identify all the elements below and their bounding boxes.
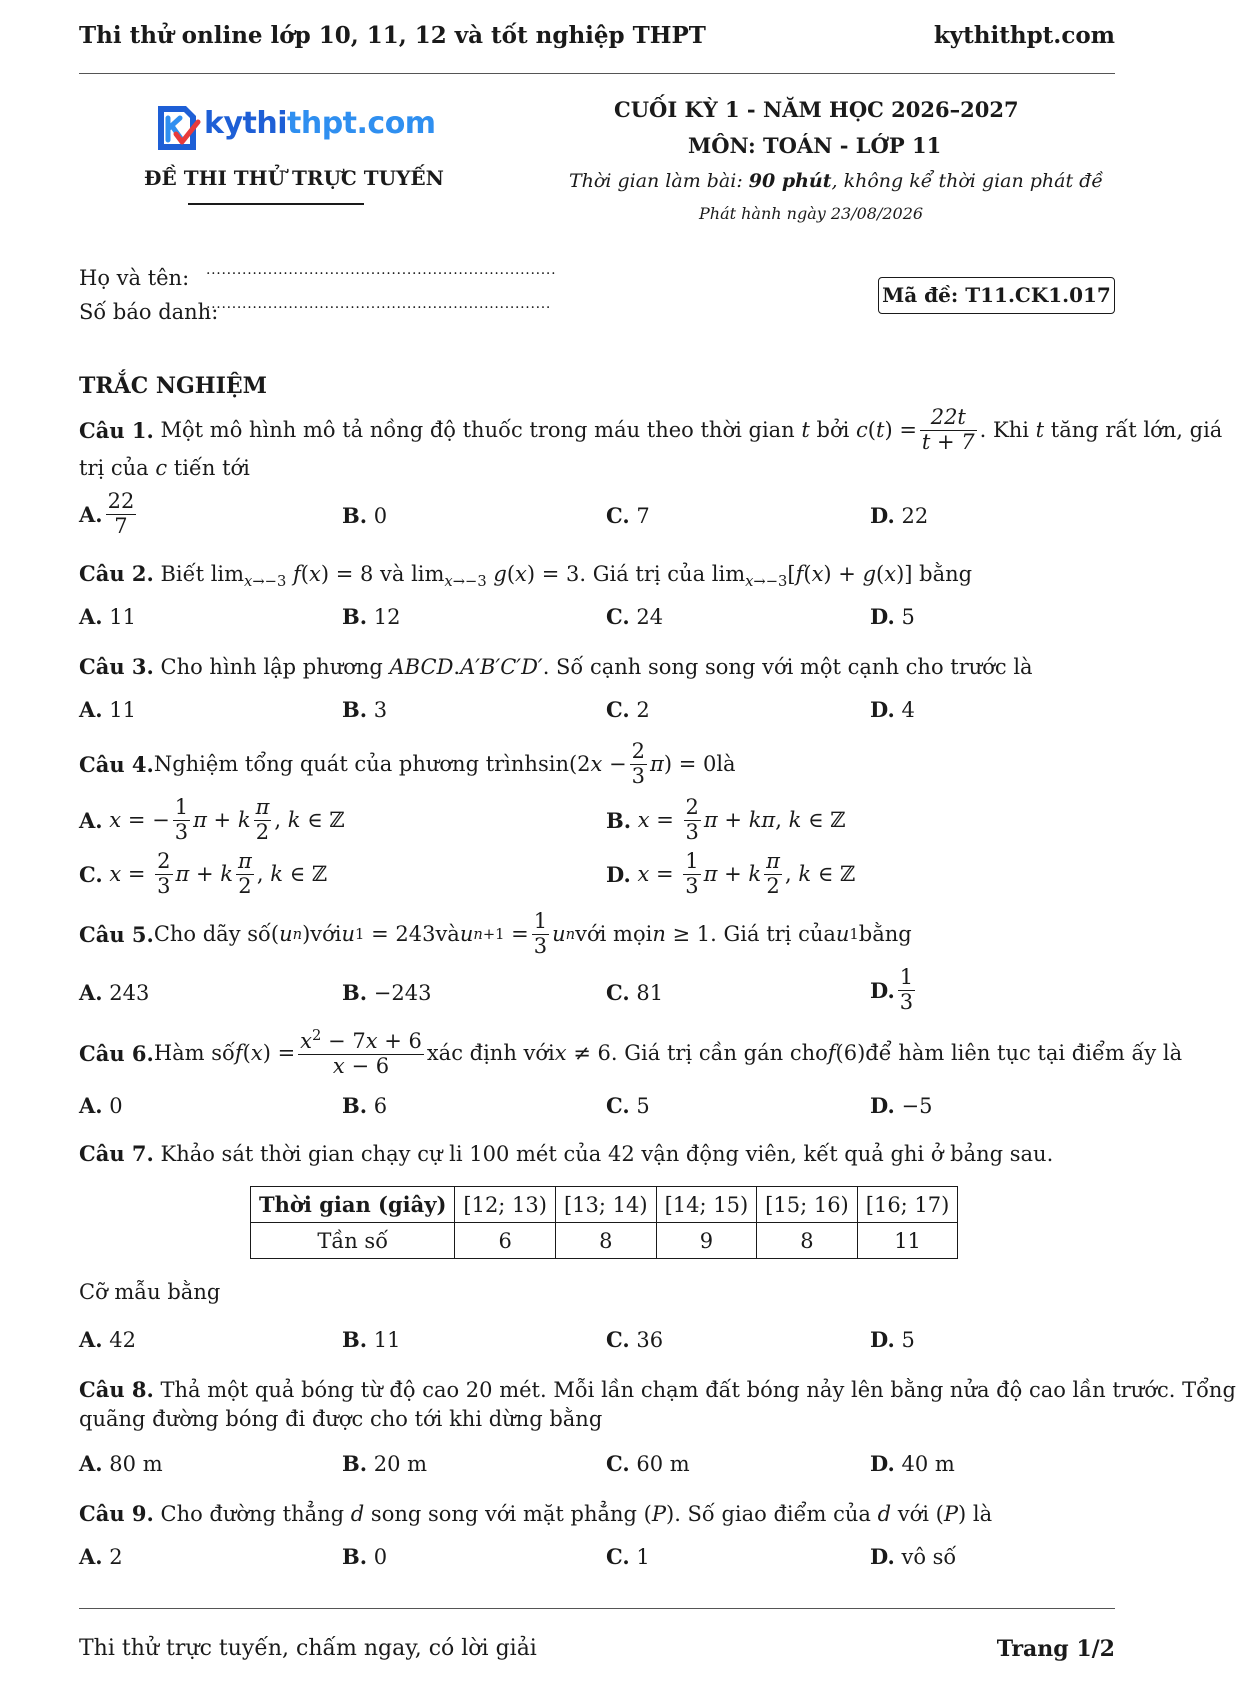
q5-option-b-value: −243: [373, 981, 432, 1005]
exam-title: CUỐI KỲ 1 - NĂM HỌC 2026–2027: [614, 97, 1019, 122]
table-cell: 9: [656, 1223, 757, 1259]
q4-option-b[interactable]: B. x = $\frac{2}{3}$ π + kπ , k ∈ ℤ: [606, 794, 846, 844]
q2-option-a-label: A.: [79, 604, 103, 629]
logo-icon: [154, 102, 200, 154]
q2-option-d[interactable]: [870, 604, 915, 629]
q2-option-a[interactable]: [79, 604, 136, 629]
q6-option-b[interactable]: [342, 1093, 387, 1118]
question-4: Câu 4. Nghiệm tổng quát của phương trình sin(2 x − $\frac{2}{3}$ π ) = 0 là: [79, 738, 736, 788]
q6-option-b-value: 6: [373, 1094, 388, 1118]
q9-option-a-value: 2: [109, 1545, 123, 1569]
q1-option-a-den: 7: [114, 513, 128, 538]
footer-left: Thi thử trực tuyến, chấm ngay, có lời giải: [79, 1636, 537, 1661]
q2-option-d-value: 5: [901, 605, 915, 629]
q3-option-d[interactable]: [870, 697, 915, 722]
q3-option-a-value: 11: [109, 698, 137, 722]
q6-option-d-label: D.: [870, 1093, 895, 1118]
table-row-label: Tần số: [251, 1223, 455, 1259]
q4-option-a-label: A.: [79, 807, 103, 833]
q6-option-b-label: B.: [342, 1093, 368, 1118]
student-name-field[interactable]: ....................................................................: [206, 262, 557, 278]
q7-option-b[interactable]: [342, 1327, 400, 1352]
q5-text-6: bằng: [858, 922, 912, 946]
q4-option-c-label: C.: [79, 861, 103, 887]
question-8: [79, 1377, 1236, 1402]
q8-option-d[interactable]: [870, 1451, 955, 1476]
q3-option-c-value: 2: [636, 698, 650, 722]
q3-number: Câu 3.: [79, 654, 154, 679]
q1-option-a-num: 22: [107, 488, 135, 513]
q1-fraction: [920, 406, 977, 454]
q8-option-b[interactable]: [342, 1451, 427, 1476]
q2-option-c-label: C.: [606, 604, 630, 629]
header-left: Thi thử online lớp 10, 11, 12 và tốt nghiệp THPT: [79, 22, 706, 49]
q9-text-3: . Số giao điểm của: [674, 1502, 878, 1526]
q8-option-c-value: 60 m: [636, 1452, 690, 1476]
q7-option-a[interactable]: [79, 1327, 136, 1352]
q6-option-d[interactable]: [870, 1093, 932, 1118]
exam-time: [569, 170, 1103, 192]
q8-option-a[interactable]: [79, 1451, 163, 1476]
q2-text-3: . Giá trị của: [579, 562, 712, 586]
q1-fraction-den: t + 7: [921, 429, 975, 454]
q7-option-d[interactable]: [870, 1327, 915, 1352]
exam-code-box: Mã đề: T11.CK1.017: [878, 277, 1115, 314]
q2-text-2: và: [373, 562, 412, 586]
exam-subject: MÔN: TOÁN - LỚP 11: [688, 133, 942, 158]
exam-release-date: Phát hành ngày 23/08/2026: [699, 204, 924, 223]
q9-option-d-label: D.: [870, 1544, 895, 1569]
q1-option-d-label: D.: [870, 503, 895, 528]
table-cell: 8: [555, 1223, 656, 1259]
header-divider: [79, 73, 1115, 74]
q5-option-c-label: C.: [606, 980, 630, 1005]
q6-option-a-label: A.: [79, 1093, 103, 1118]
logo-subtitle: ĐỀ THI THỬ TRỰC TUYẾN: [144, 166, 444, 190]
q6-text-4: để hàm liên tục tại điểm ấy là: [865, 1041, 1183, 1065]
logo-text-kythi: kythi: [204, 106, 287, 141]
logo-text: [204, 106, 436, 141]
q6-option-a-value: 0: [109, 1094, 123, 1118]
q2-option-b-label: B.: [342, 604, 368, 629]
question-1: Câu 1. Một mô hình mô tả nồng độ thuốc trong máu theo thời gian t bởi c ( t ) = $\frac{22t}{t + 7}$ . Khi t tăng rất lớn, giá: [79, 404, 1223, 454]
q9-option-b-value: 0: [373, 1545, 388, 1569]
q1-option-a-label: A.: [79, 501, 103, 527]
q5-option-a-value: 243: [109, 981, 150, 1005]
q1-option-c-label: C.: [606, 503, 630, 528]
q7-option-a-label: A.: [79, 1327, 103, 1352]
q3-option-a[interactable]: [79, 697, 136, 722]
q1-option-b-label: B.: [342, 503, 368, 528]
q1-option-c[interactable]: [606, 503, 650, 528]
logo-underline: [188, 203, 364, 205]
table-cell: 8: [757, 1223, 858, 1259]
q5-option-d[interactable]: D. $\frac{1}{3}$: [870, 964, 914, 1014]
q3-option-b[interactable]: [342, 697, 387, 722]
q1-option-d[interactable]: [870, 503, 928, 528]
q7-option-b-value: 11: [373, 1328, 401, 1352]
q8-number: Câu 8.: [79, 1377, 154, 1402]
q5-text-4: với mọi: [575, 922, 653, 946]
q5-text-3: và: [435, 922, 460, 946]
q6-option-c[interactable]: [606, 1093, 650, 1118]
q9-option-c-label: C.: [606, 1544, 630, 1569]
q2-option-d-label: D.: [870, 604, 895, 629]
question-3: Câu 3. Cho hình lập phương ABCD.A′B′C′D′. Số cạnh song song với một cạnh cho trước là: [79, 654, 1033, 679]
q2-option-b[interactable]: [342, 604, 400, 629]
table-cell: [14; 15): [656, 1187, 757, 1223]
q3-option-b-label: B.: [342, 697, 368, 722]
q9-option-b[interactable]: [342, 1544, 387, 1569]
exam-time-post: , không kể thời gian phát đề: [831, 170, 1104, 192]
q9-text-5: là: [966, 1502, 993, 1526]
exam-time-pre: Thời gian làm bài:: [569, 170, 749, 192]
table-row: [251, 1223, 958, 1259]
q6-option-c-label: C.: [606, 1093, 630, 1118]
question-8-line-2: quãng đường bóng đi được cho tới khi dừng bằng: [79, 1407, 603, 1431]
q4-option-b-label: B.: [606, 807, 632, 833]
q6-number: Câu 6.: [79, 1040, 154, 1066]
q1-option-b-value: 0: [373, 504, 388, 528]
q8-text-1: Thả một quả bóng từ độ cao 20 mét. Mỗi lần chạm đất bóng nảy lên bằng nửa độ cao lần trước. Tổng: [153, 1378, 1236, 1402]
q8-option-d-label: D.: [870, 1451, 895, 1476]
q6-text-2: xác định với: [426, 1041, 555, 1065]
q7-option-c-value: 36: [636, 1328, 664, 1352]
q7-frequency-table: [250, 1186, 958, 1259]
q6-text-1: Hàm số: [153, 1041, 235, 1065]
q1-option-d-value: 22: [901, 504, 929, 528]
q4-text-2: là: [716, 752, 736, 776]
q9-option-d-value: vô số: [901, 1545, 957, 1569]
q7-option-a-value: 42: [109, 1328, 137, 1352]
q5-option-c-value: 81: [636, 981, 664, 1005]
q7-option-c-label: C.: [606, 1327, 630, 1352]
q5-text-1: Cho dãy số: [153, 922, 271, 946]
question-5: Câu 5. Cho dãy số ( u n ) với u 1 = 243 và u n+1 = $\frac{1}{3}$ u n với mọi n ≥ 1 . Giá trị của u 1 bằng: [79, 908, 912, 958]
q8-option-d-value: 40 m: [901, 1452, 955, 1476]
q4-option-d[interactable]: D. x = $\frac{1}{3}$ π + k $\frac{\pi}{2}$ , k ∈ ℤ: [606, 848, 856, 898]
question-6: Câu 6. Hàm số f ( x ) = $\frac{x^2 - 7x + 6}{x - 6}$ xác định với x ≠ 6 . Giá trị cần gán cho f (6) để hàm liên tục tại điểm ấy là: [79, 1026, 1183, 1078]
q1-text-6: tiến tới: [167, 456, 250, 480]
question-7: [79, 1141, 1053, 1166]
q3-text-1: Cho hình lập phương: [153, 655, 390, 679]
q2-text-4: bằng: [912, 562, 973, 586]
q6-option-a[interactable]: [79, 1093, 123, 1118]
table-cell: 11: [857, 1223, 958, 1259]
q4-number: Câu 4.: [79, 751, 154, 777]
q5-option-a-label: A.: [79, 980, 103, 1005]
q1-text-2: bởi: [816, 418, 850, 442]
q7-number: Câu 7.: [79, 1141, 154, 1166]
q5-option-b-label: B.: [342, 980, 368, 1005]
q4-option-d-label: D.: [606, 861, 631, 887]
q3-option-d-label: D.: [870, 697, 895, 722]
q8-option-c-label: C.: [606, 1451, 630, 1476]
q5-text-5: . Giá trị của: [710, 922, 836, 946]
q2-number: Câu 2.: [79, 561, 154, 586]
q1-number: Câu 1.: [79, 417, 154, 443]
q2-option-b-value: 12: [373, 605, 401, 629]
q7-option-d-label: D.: [870, 1327, 895, 1352]
q9-option-b-label: B.: [342, 1544, 368, 1569]
q2-option-c[interactable]: [606, 604, 663, 629]
q5-option-d-label: D.: [870, 977, 895, 1003]
table-cell: [12; 13): [455, 1187, 556, 1223]
footer-divider: [79, 1608, 1115, 1609]
q1-text-5: trị của: [79, 456, 156, 480]
logo-text-thpt: thpt.com: [287, 106, 436, 141]
q7-option-b-label: B.: [342, 1327, 368, 1352]
q9-number: Câu 9.: [79, 1501, 154, 1526]
student-name-label: Họ và tên:: [79, 266, 190, 290]
q3-option-d-value: 4: [901, 698, 915, 722]
q4-option-a[interactable]: A. x = − $\frac{1}{3}$ π + k $\frac{\pi}{2}$ , k ∈ ℤ: [79, 794, 345, 844]
q5-text-2: với: [310, 922, 342, 946]
q4-text-1: Nghiệm tổng quát của phương trình: [153, 752, 538, 776]
q1-option-c-value: 7: [636, 504, 650, 528]
q1-option-b[interactable]: [342, 503, 387, 528]
q6-option-d-value: −5: [901, 1094, 933, 1118]
q3-option-a-label: A.: [79, 697, 103, 722]
q9-text-1: Cho đường thẳng: [153, 1502, 351, 1526]
question-1-line-2: trị của c tiến tới: [79, 456, 250, 480]
question-2: Câu 2. Biết $\lim_{x\to-3} f(x) = 8$ và $\lim_{x\to-3} g(x) = 3$. Giá trị của $\lim_{x\to-3}[f(x) + g(x)]$ bằng: [79, 561, 973, 591]
student-id-label: Số báo danh:: [79, 300, 219, 324]
q8-option-b-value: 20 m: [373, 1452, 428, 1476]
q9-text-4: với: [891, 1502, 936, 1526]
q3-option-c-label: C.: [606, 697, 630, 722]
q7-table-wrap: [250, 1186, 958, 1259]
exam-time-duration: 90 phút: [748, 170, 832, 192]
student-id-field[interactable]: ...................................................................: [206, 296, 552, 312]
table-row: [251, 1187, 958, 1223]
q9-text-2: song song với mặt phẳng: [364, 1502, 644, 1526]
q3-text-2: . Số cạnh song song với một cạnh cho trước là: [542, 655, 1033, 679]
q7-option-d-value: 5: [901, 1328, 915, 1352]
q5-option-b[interactable]: [342, 980, 431, 1005]
q5-option-c[interactable]: [606, 980, 663, 1005]
q3-option-c[interactable]: [606, 697, 650, 722]
table-cell: [15; 16): [757, 1187, 858, 1223]
q8-option-a-value: 80 m: [109, 1452, 163, 1476]
q9-option-d[interactable]: [870, 1544, 956, 1569]
table-cell: [13; 14): [555, 1187, 656, 1223]
q9-option-a[interactable]: [79, 1544, 123, 1569]
q7-text: Khảo sát thời gian chạy cự li 100 mét của 42 vận động viên, kết quả ghi ở bảng sau.: [153, 1142, 1054, 1166]
q1-text-4: tăng rất lớn, giá: [1050, 418, 1223, 442]
q1-text-1: Một mô hình mô tả nồng độ thuốc trong máu theo thời gian: [160, 418, 795, 442]
q2-option-a-value: 11: [109, 605, 137, 629]
q7-option-c[interactable]: [606, 1327, 663, 1352]
q3-option-b-value: 3: [373, 698, 388, 722]
table-cell: [16; 17): [857, 1187, 958, 1223]
q2-text-1: Biết: [153, 562, 211, 586]
q1-fraction-num: 22t: [920, 406, 977, 431]
q1-text-3: . Khi: [979, 418, 1029, 442]
header-right[interactable]: kythithpt.com: [933, 22, 1115, 49]
q5-number: Câu 5.: [79, 921, 154, 947]
q8-option-b-label: B.: [342, 1451, 368, 1476]
q8-option-c[interactable]: [606, 1451, 690, 1476]
q6-option-c-value: 5: [636, 1094, 650, 1118]
q4-option-c[interactable]: C. x = $\frac{2}{3}$ π + k $\frac{\pi}{2}$ , k ∈ ℤ: [79, 848, 328, 898]
q8-option-a-label: A.: [79, 1451, 103, 1476]
q9-option-c[interactable]: [606, 1544, 650, 1569]
q9-option-a-label: A.: [79, 1544, 103, 1569]
footer-page-number: Trang 1/2: [996, 1636, 1115, 1662]
question-9: Câu 9. Cho đường thẳng d song song với mặt phẳng (P). Số giao điểm của d với (P) là: [79, 1501, 993, 1526]
section-title: TRẮC NGHIỆM: [79, 373, 267, 399]
q9-option-c-value: 1: [636, 1545, 650, 1569]
q7-tail-text: Cỡ mẫu bằng: [79, 1280, 221, 1304]
table-header-cell: Thời gian (giây): [251, 1187, 455, 1223]
q2-option-c-value: 24: [636, 605, 664, 629]
q5-option-a[interactable]: [79, 980, 149, 1005]
q6-text-3: . Giá trị cần gán cho: [610, 1041, 828, 1065]
table-cell: 6: [455, 1223, 556, 1259]
q1-option-a[interactable]: [79, 486, 139, 542]
